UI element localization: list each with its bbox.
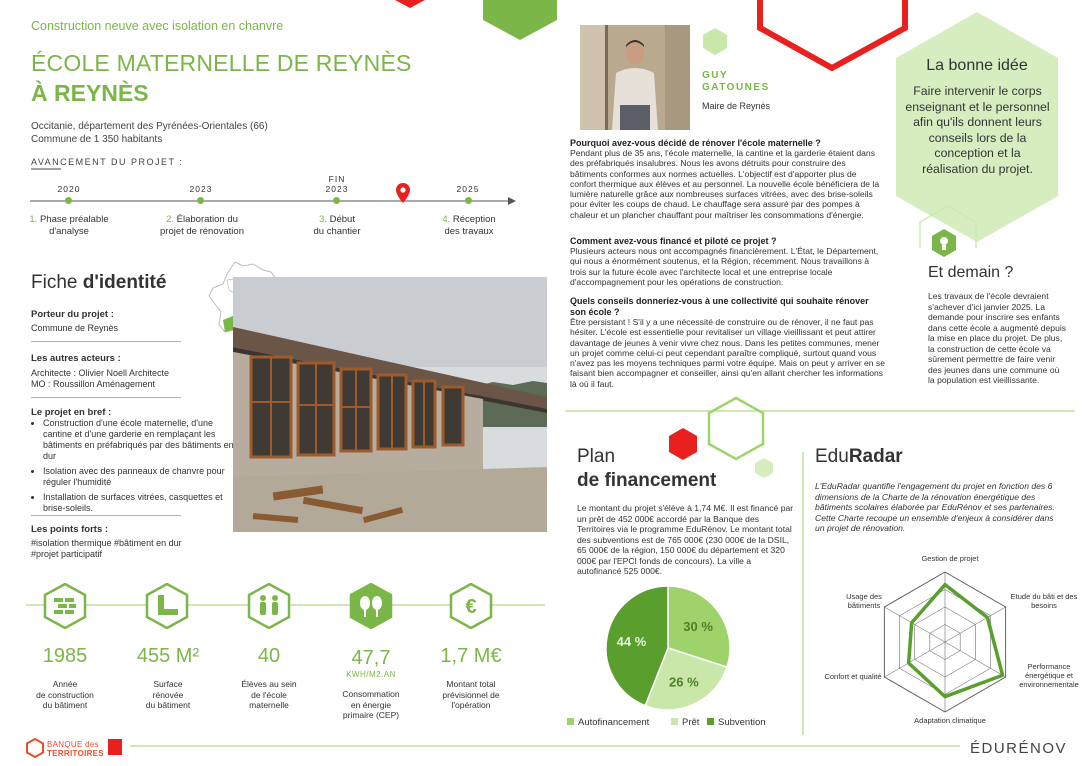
timeline-step-2: 2. Élaboration du projet de rénovation bbox=[160, 214, 244, 237]
porteur-text: Commune de Reynès bbox=[31, 323, 119, 333]
forts-tags-1: #isolation thermique #bâtiment en dur bbox=[31, 538, 182, 548]
stat-value-surface: 455 M² bbox=[136, 645, 200, 667]
radar-axis-label: Etude du bâti et des besoins bbox=[1010, 592, 1078, 610]
question-3: Quels conseils donneriez-vous à une collectivité qui souhaite rénover son école ? bbox=[570, 296, 869, 317]
interviewee-name: GUY GATOUNES bbox=[702, 70, 770, 93]
pie-slice-label: 44 % bbox=[616, 634, 647, 650]
et-demain-heading: Et demain ? bbox=[928, 264, 1014, 281]
brick-wall-icon bbox=[42, 583, 88, 629]
pie-slice-label: 26 % bbox=[669, 674, 699, 690]
porteur-heading: Porteur du projet : bbox=[31, 309, 114, 320]
financement-title-line2: de financement bbox=[577, 470, 717, 491]
timeline-dot bbox=[197, 197, 204, 204]
page-title-line2: À REYNÈS bbox=[31, 80, 149, 106]
bonne-idee-text: Faire intervenir le corps enseignant et le personnel afin qu'ils donnent leurs conseils lors de la conception et la réalisation du projet. bbox=[905, 84, 1050, 176]
project-type-subtitle: Construction neuve avec isolation en chanvre bbox=[31, 19, 284, 33]
region-text: Occitanie, département des Pyrénées-Orientales (66) bbox=[31, 121, 268, 132]
legend-pret: Prêt bbox=[671, 717, 699, 728]
timeline-step-1: 1. Phase préalable d'analyse bbox=[29, 214, 109, 237]
timeline-line bbox=[31, 168, 61, 170]
stat-value-students: 40 bbox=[257, 645, 281, 667]
page-title-line1: ÉCOLE MATERNELLE DE REYNÈS bbox=[31, 50, 412, 76]
timeline-dot bbox=[333, 197, 340, 204]
stat-label-year: Année de construction du bâtiment bbox=[36, 679, 94, 710]
timeline-year-2020: 2020 bbox=[57, 184, 81, 194]
radar-axis-label: Performance énergétique et environnementale bbox=[1019, 662, 1079, 689]
stat-label-amount: Montant total prévisionnel de l'opération bbox=[442, 679, 500, 710]
timeline-axis bbox=[30, 195, 520, 207]
fiche-identite-title: Fiche d'identité bbox=[31, 272, 167, 293]
financement-title-line1: Plan bbox=[577, 446, 616, 467]
answer-3: Être persistant ! S'il y a une nécessité de construire ou de rénover, il ne faut pas hésiter. L'école est essentielle pour revitaliser un village vieillissant et peut attirer davantage de jeunes à venir vivre chez nous. Dans les petites communes, mener un projet comme celui-ci peut cependant paraître compliqué, surtout quand vous n'avez pas les moyens techniques parmi votre équipe. Mais on peut y arriver en se faisant bien accompagner et conseiller, ainsi qu'en allant chercher les informations là où il faut. bbox=[570, 317, 885, 389]
timeline-year-fin-2023: 2023 bbox=[325, 184, 349, 194]
answer-1: Pendant plus de 35 ans, l'école maternelle, la cantine et la garderie étaient dans des préfabriqués insalubres. Nous les avons détruits pour construire des bâtiments conformes aux normes actuelles. L'objectif est d'apporter plus de confort thermique aux élèves et au personnel. La nouvelle école bénéficiera de la lumière naturelle grâce aux nombreuses surfaces vitrées, avec des brise-soleils pour éviter les coups de chaud. Le chauffage sera assuré par des pompes à chaleur et un plancher chauffant pour maîtriser les consommations d'énergie. bbox=[570, 148, 880, 220]
pie-slice-label: 30 % bbox=[683, 619, 713, 635]
stat-label-cep: Consommation en énergie primaire (CEP) bbox=[342, 689, 400, 720]
building-photo bbox=[233, 277, 547, 532]
stat-value-year: 1985 bbox=[42, 645, 88, 667]
acteurs-heading: Les autres acteurs : bbox=[31, 353, 121, 364]
commune-text: Commune de 1 350 habitants bbox=[31, 134, 163, 145]
bref-item: • Construction d'une école maternelle, d'une cantine et d'une garderie en remplaçant les bâtiments en préfabriqués par des bâtiments en dur bbox=[43, 418, 243, 462]
radar-score-polygon bbox=[909, 585, 1003, 697]
bref-item: • Isolation avec des panneaux de chanvre pour réguler l'humidité bbox=[43, 466, 243, 488]
financement-pie-chart bbox=[598, 578, 738, 718]
bref-item: • Installation de surfaces vitrées, casquettes et brise-soleils. bbox=[43, 492, 243, 514]
forts-heading: Les points forts : bbox=[31, 524, 109, 535]
et-demain-text: Les travaux de l'école devraient s'achever d'ici janvier 2025. La demande pour inscrire ses enfants dans cette école a augmenté depuis la mise en place du projet. De plus, la construction de cette école va sûrement permettre de faire venir des jeunes dans une commune où la population est vieillissante. bbox=[928, 291, 1067, 385]
bref-heading: Le projet en bref : bbox=[31, 407, 112, 418]
timeline-fin-label: FIN bbox=[328, 174, 346, 184]
timeline-dot bbox=[465, 197, 472, 204]
acteurs-architecte: Architecte : Olivier Noell Architecte bbox=[31, 368, 170, 378]
stat-label-students: Élèves au sein de l'école maternelle bbox=[241, 679, 297, 710]
stat-unit-cep: KWH/M2.AN bbox=[346, 670, 396, 679]
lightbulb-icon bbox=[931, 228, 957, 258]
question-2: Comment avez-vous financé et piloté ce projet ? bbox=[570, 236, 777, 246]
children-icon bbox=[246, 583, 292, 629]
eduradar-text: L'EduRadar quantifie l'engagement du projet en fonction des 6 dimensions de la Charte de la rénovation énergétique des bâtiments scolaires élaborée par EduRénov et ses partenaires. Cette Charte recoupe un ensemble d'enjeux à considérer dans un projet de rénovation. bbox=[815, 481, 1055, 533]
forts-tags-2: #projet participatif bbox=[31, 549, 103, 559]
divider bbox=[31, 397, 181, 398]
stat-value-cep: 47,7 bbox=[351, 647, 391, 669]
timeline-dot bbox=[65, 197, 72, 204]
edurenov-logo: ÉDURÉNOV bbox=[970, 740, 1068, 757]
timeline-step-3: 3. Début du chantier bbox=[313, 214, 361, 237]
bonne-idee-heading: La bonne idée bbox=[926, 57, 1028, 74]
bref-list bbox=[31, 418, 243, 518]
eduradar-title: EduRadar bbox=[815, 446, 903, 467]
answer-2: Plusieurs acteurs nous ont accompagnés financièrement. L'État, le Département, qui nous a énormément soutenus, et la Région, récemment. Nous travaillons à trois sur la future école avec l'architecte local et une entreprise locale d'accompagnement pour les opérations de construction. bbox=[570, 246, 879, 287]
divider bbox=[31, 341, 181, 342]
radar-axis-label: Gestion de projet bbox=[921, 554, 979, 563]
timeline-year-2023: 2023 bbox=[189, 184, 213, 194]
timeline-step-4: 4. Réception des travaux bbox=[442, 214, 496, 237]
svg-text:€: € bbox=[465, 596, 477, 618]
euro-icon bbox=[448, 583, 494, 629]
question-1: Pourquoi avez-vous décidé de rénover l'école maternelle ? bbox=[570, 138, 821, 148]
stat-value-amount: 1,7 M€ bbox=[440, 645, 502, 667]
interviewee-role: Maire de Reynès bbox=[702, 101, 771, 111]
stat-label-surface: Surface rénovée du bâtiment bbox=[145, 679, 191, 710]
ruler-area-icon bbox=[144, 583, 190, 629]
legend-subvention: Subvention bbox=[707, 717, 766, 728]
caisse-depots-logo bbox=[108, 739, 122, 755]
mayor-photo bbox=[580, 25, 690, 130]
banque-des-territoires-logo bbox=[26, 738, 44, 758]
radar-axis-label: Usage des bâtiments bbox=[846, 592, 882, 610]
banque-des-territoires-text: BANQUE des TERRITOIRES bbox=[47, 740, 104, 758]
acteurs-mo: MO : Roussillon Aménagement bbox=[31, 379, 156, 389]
radar-axis-label: Confort et qualité bbox=[824, 672, 882, 681]
radar-axis-label: Adaptation climatique bbox=[914, 716, 986, 725]
trees-icon bbox=[348, 583, 394, 629]
divider bbox=[31, 515, 181, 516]
timeline-heading: AVANCEMENT DU PROJET : bbox=[31, 157, 184, 167]
financement-text: Le montant du projet s'élève à 1,74 M€. Il est financé par un prêt de 452 000€ accordé par la Banque des Territoires via le programme EduRénov. Le montant total des subventions est de 765 000€ (230 000€ de la DSIL, 65 000€ de la région, 150 000€ du département et 320 000€ par l'EPCI fonds de concours). La ville a autofinancé 525 000€. bbox=[577, 503, 794, 576]
eduradar-chart bbox=[875, 565, 1015, 720]
legend-autofinancement: Autofinancement bbox=[567, 717, 649, 728]
map-pin-icon bbox=[396, 183, 410, 203]
timeline-year-2025: 2025 bbox=[456, 184, 480, 194]
